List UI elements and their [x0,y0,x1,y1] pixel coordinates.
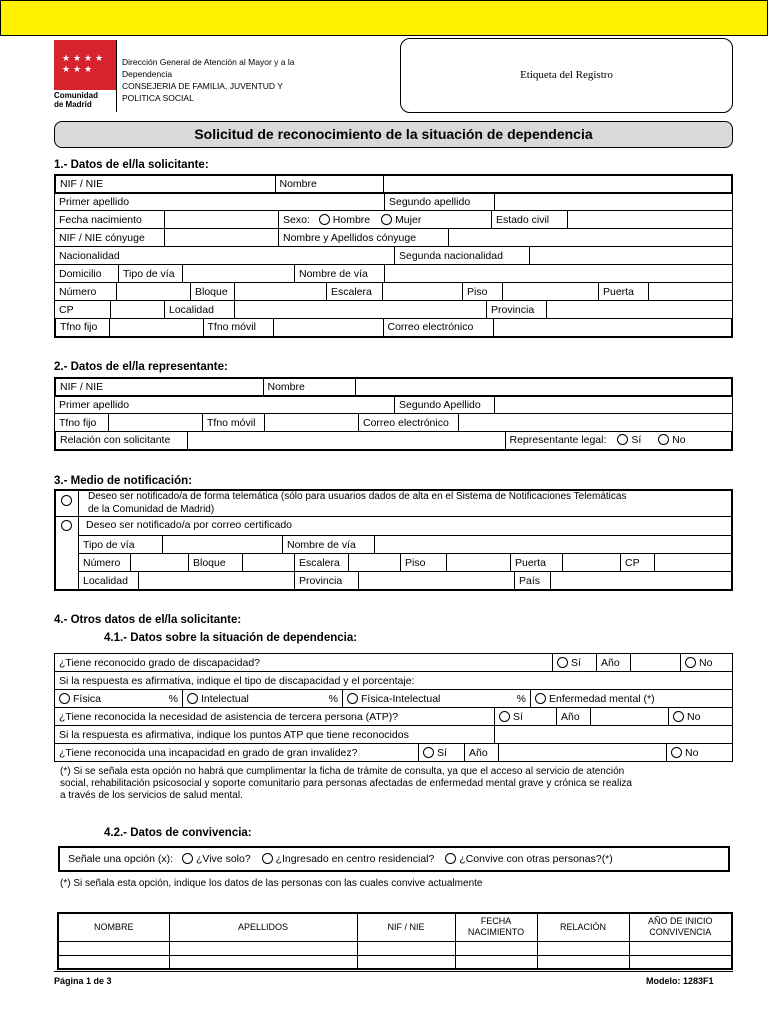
col-relacion: RELACIÓN [537,913,629,941]
nombre-conyuge-input[interactable] [449,229,733,247]
notif-tipo-via-input[interactable] [163,536,283,554]
telematica-text [88,490,626,516]
applicant-row-7 [54,282,733,301]
cell-input[interactable] [58,955,169,969]
hombre-label: Hombre [332,213,371,226]
rep-tfno-movil-input[interactable] [265,414,359,432]
notif-puerta-input[interactable] [563,554,621,572]
discapacidad-si-label: Sí [571,656,581,669]
representative-row-3 [54,413,733,432]
section-1-title: 1.- Datos de el/la solicitante: [54,159,209,171]
rep-primer-apellido-label: Primer apellido [55,396,395,414]
relacion-label: Relación con solicitante [55,432,187,450]
form-title: Solicitud de reconocimiento de la situación de dependencia [54,121,733,148]
rep-tfno-fijo-label: Tfno fijo [55,414,109,432]
discapacidad-question: ¿Tiene reconocido grado de discapacidad? [55,654,553,672]
star-icon: ★ [62,53,71,63]
notif-bloque-input[interactable] [243,554,295,572]
section-2-title: 2.- Datos de el/la representante: [54,361,228,373]
rep-correo-input[interactable] [459,414,733,432]
notif-address-row-2 [78,553,733,572]
rep-tfno-fijo-input[interactable] [109,414,203,432]
atp-puntos-row [54,725,733,744]
star-icon: ★ [84,64,93,74]
rep-legal-si-label: Sí [631,434,642,447]
rep-legal-label: Representante legal: [509,434,607,447]
tipo-via-input[interactable] [183,265,295,283]
notif-pais-input[interactable] [551,572,733,590]
discapacidad-ano-input[interactable] [631,654,681,672]
cell-input[interactable] [455,941,537,955]
section-4-1-title: 4.1.- Datos sobre la situación de dependencia: [104,632,358,644]
tfno-fijo-label: Tfno fijo [55,319,109,337]
rep-legal-si-radio[interactable] [617,434,628,445]
notif-cp-label: CP [621,554,655,572]
notif-localidad-label: Localidad [79,572,139,590]
atp-ano-label: Año [557,708,591,726]
notif-escalera-label: Escalera [295,554,349,572]
atp-si-label: Sí [513,710,523,723]
representative-row-4 [54,431,733,451]
atp-puntos-text: Si la respuesta es afirmativa, indique los puntos ATP que tiene reconocidos [55,726,495,744]
rep-nombre-input[interactable] [355,378,732,396]
tfno-movil-label: Tfno móvil [203,319,273,337]
notif-nombre-via-label: Nombre de vía [283,536,375,554]
col-ano-inicio: AÑO DE INICIO CONVIVENCIA [629,913,732,941]
enfermedad-mental-radio[interactable] [535,693,546,704]
rep-tfno-movil-label: Tfno móvil [203,414,265,432]
notif-cp-input[interactable] [655,554,733,572]
cell-input[interactable] [537,955,629,969]
applicant-row-6 [54,264,733,283]
piso-label: Piso [463,283,503,301]
notif-numero-input[interactable] [131,554,189,572]
invalidez-row [54,743,733,762]
tipo-via-label: Tipo de vía [119,265,183,283]
notif-address-row-1 [78,535,733,554]
rep-correo-label: Correo electrónico [359,414,459,432]
discapacidad-tipo-text: Si la respuesta es afirmativa, indique el tipo de discapacidad y el porcentaje: [55,672,733,690]
section-4-title: 4.- Otros datos de el/la solicitante: [54,614,242,626]
numero-label: Número [55,283,117,301]
vive-solo-radio[interactable] [182,853,193,864]
convivencia-box [58,846,730,872]
sexo-label: Sexo: [283,213,310,226]
discapacidad-no-radio[interactable] [685,657,696,668]
correo-label: Correo electrónico [383,319,493,337]
page-number: Página 1 de 3 [54,976,112,986]
atp-si-radio[interactable] [499,711,510,722]
notif-nombre-via-input[interactable] [375,536,733,554]
numero-input[interactable] [117,283,191,301]
note-line1: (*) Si se señala esta opción no habrá que cumplimentar la ficha de trámite de consulta, ya que el acceso al servicio de atención [60,766,625,777]
rep-segundo-apellido-label: Segundo Apellido [395,396,495,414]
notif-puerta-label: Puerta [511,554,563,572]
fecha-nacimiento-label: Fecha nacimiento [55,211,165,229]
notif-bloque-label: Bloque [189,554,243,572]
cell-input[interactable] [58,941,169,955]
model-number: Modelo: 1283F1 [646,976,714,986]
discapacidad-si-radio[interactable] [557,657,568,668]
escalera-label: Escalera [327,283,383,301]
nombre-label: Nombre [275,175,383,193]
intelectual-label: Intelectual [201,692,249,705]
fisica-intelectual-pct: % [516,692,526,705]
nombre-conyuge-label: Nombre y Apellidos cónyuge [279,229,449,247]
bloque-label: Bloque [191,283,235,301]
representative-row-2 [54,395,733,414]
invalidez-question: ¿Tiene reconocida una incapacidad en grado de gran invalidez? [55,744,419,762]
vive-solo-label: ¿Vive solo? [196,853,251,865]
segunda-nacionalidad-label: Segunda nacionalidad [395,247,530,265]
note-line2: social, rehabilitación psicosocial y soporte comunitario para personas afectadas de enfermedad mental grave y crónica se realiza [60,778,632,789]
intelectual-pct: % [328,692,338,705]
nombre-via-input[interactable] [385,265,733,283]
discapacidad-options-row [54,689,733,708]
dg-line1: Dirección General de Atención al Mayor y a la [122,57,295,67]
applicant-table [54,174,733,194]
estado-civil-label: Estado civil [492,211,568,229]
fisica-label: Física [73,692,102,705]
footer-rule [54,971,733,972]
applicant-row-9 [54,318,733,338]
department-info [122,56,322,104]
correo-certificado-radio[interactable] [61,520,72,531]
fisica-intelectual-label: Física-Intelectual [361,692,441,705]
applicant-row-3 [54,210,733,229]
atp-no-radio[interactable] [673,711,684,722]
nif-label: NIF / NIE [60,178,104,190]
relacion-input[interactable] [187,432,505,450]
top-banner [0,0,768,36]
notif-piso-input[interactable] [447,554,511,572]
intelectual-radio[interactable] [187,693,198,704]
telematica-radio[interactable] [61,495,72,506]
correo-certificado-label: Deseo ser notificado/a por correo certificado [86,519,293,531]
section-4-2-title: 4.2.- Datos de convivencia: [104,827,252,839]
convive-note: (*) Si señala esta opción, indique los datos de las personas con las cuales convive actualmente [60,878,483,889]
cell-input[interactable] [169,955,357,969]
notif-numero-label: Número [79,554,131,572]
bloque-input[interactable] [235,283,327,301]
primer-apellido-label: Primer apellido [55,193,385,211]
mujer-label: Mujer [395,213,422,226]
hombre-radio[interactable] [319,214,330,225]
fisica-intelectual-radio[interactable] [347,693,358,704]
atp-ano-input[interactable] [591,708,669,726]
fisica-pct: % [168,692,178,705]
estado-civil-input[interactable] [568,211,733,229]
invalidez-no-label: No [685,746,699,759]
puerta-input[interactable] [649,283,733,301]
telematica-line1: Deseo ser notificado/a de forma telemática (sólo para usuarios dados de alta en el Sistema de Notificaciones Telemáticas [88,491,627,502]
puerta-label: Puerta [599,283,649,301]
rep-segundo-apellido-input[interactable] [495,396,733,414]
cell-input[interactable] [357,955,455,969]
rep-nombre-label: Nombre [263,378,355,396]
domicilio-label: Domicilio [55,265,119,283]
convive-radio[interactable] [445,853,456,864]
tfno-fijo-input[interactable] [109,319,203,337]
invalidez-si-label: Sí [437,746,447,759]
comunidad-madrid-logo [54,40,116,90]
col-nombre: NOMBRE [58,913,169,941]
atp-question: ¿Tiene reconocida la necesidad de asistencia de tercera persona (ATP)? [55,708,495,726]
tfno-movil-input[interactable] [273,319,383,337]
notif-tipo-via-label: Tipo de vía [79,536,163,554]
representative-row-1 [54,377,733,397]
nombre-input[interactable] [383,175,732,193]
logo-line1: Comunidad [54,91,98,100]
dg-line2: Dependencia [122,69,173,79]
telematica-line2: de la Comunidad de Madrid) [88,504,215,515]
dg-line4: POLITICA SOCIAL [122,93,194,103]
applicant-row-2 [54,192,733,211]
section-3-title: 3.- Medio de notificación: [54,475,193,487]
provincia-label: Provincia [487,301,547,319]
nif-conyuge-input[interactable] [165,229,279,247]
cp-input[interactable] [111,301,165,319]
star-icon: ★ [62,64,71,74]
cp-label: CP [55,301,111,319]
fecha-nacimiento-input[interactable] [165,211,279,229]
segunda-nacionalidad-input[interactable] [530,247,733,265]
segundo-apellido-label: Segundo apellido [385,193,495,211]
localidad-input[interactable] [235,301,487,319]
notif-pais-label: País [515,572,551,590]
atp-no-label: No [687,710,701,723]
star-icon: ★ [95,53,104,63]
mental-health-note [60,766,730,802]
nombre-via-label: Nombre de vía [295,265,385,283]
table-row [58,941,732,955]
nif-conyuge-label: NIF / NIE cónyuge [55,229,165,247]
notif-localidad-input[interactable] [139,572,295,590]
segundo-apellido-input[interactable] [495,193,733,211]
applicant-row-8 [54,300,733,319]
notification-divider [54,516,733,517]
discapacidad-tipo-row [54,671,733,690]
cell-input[interactable] [629,955,732,969]
atp-puntos-input[interactable] [495,726,733,744]
logo-caption [54,91,124,109]
cell-input[interactable] [629,941,732,955]
note-line3: a través de los servicios de salud mental. [60,790,243,801]
registry-label-box: Etiqueta del Registro [400,38,733,113]
invalidez-no-radio[interactable] [671,747,682,758]
star-icon: ★ [84,53,93,63]
provincia-input[interactable] [547,301,733,319]
table-row [58,955,732,969]
notif-piso-label: Piso [401,554,447,572]
nacionalidad-label: Nacionalidad [55,247,395,265]
cell-input[interactable] [455,955,537,969]
star-icon: ★ [73,64,82,74]
notif-provincia-input[interactable] [359,572,515,590]
header-divider [116,40,117,112]
piso-input[interactable] [503,283,599,301]
notif-address-row-3 [78,571,733,590]
invalidez-ano-input[interactable] [499,744,667,762]
invalidez-ano-label: Año [465,744,499,762]
notif-provincia-label: Provincia [295,572,359,590]
correo-input[interactable] [493,319,732,337]
convive-label: ¿Convive con otras personas?(*) [459,853,613,865]
mujer-radio[interactable] [381,214,392,225]
cell-input[interactable] [537,941,629,955]
senale-label: Señale una opción (x): [68,853,174,865]
rep-legal-no-radio[interactable] [658,434,669,445]
fisica-radio[interactable] [59,693,70,704]
applicant-row-5 [54,246,733,265]
rep-legal-no-label: No [672,434,686,447]
rep-nif-label: NIF / NIE [55,378,263,396]
convivientes-table [57,912,733,970]
dg-line3: CONSEJERIA DE FAMILIA, JUVENTUD Y [122,81,283,91]
enfermedad-mental-label: Enfermedad mental (*) [549,692,655,705]
ingresado-label: ¿Ingresado en centro residencial? [275,853,435,865]
star-icon: ★ [73,53,82,63]
col-apellidos: APELLIDOS [169,913,357,941]
localidad-label: Localidad [165,301,235,319]
notif-escalera-input[interactable] [349,554,401,572]
discapacidad-ano-label: Año [597,654,631,672]
col-fecha-nacimiento: FECHA NACIMIENTO [455,913,537,941]
cell-input[interactable] [357,941,455,955]
discapacidad-row [54,653,733,672]
logo-line2: de Madrid [54,100,92,109]
discapacidad-no-label: No [699,656,713,669]
invalidez-si-radio[interactable] [423,747,434,758]
col-nif: NIF / NIE [357,913,455,941]
applicant-row-4 [54,228,733,247]
cell-input[interactable] [169,941,357,955]
ingresado-radio[interactable] [262,853,273,864]
escalera-input[interactable] [383,283,463,301]
atp-row [54,707,733,726]
